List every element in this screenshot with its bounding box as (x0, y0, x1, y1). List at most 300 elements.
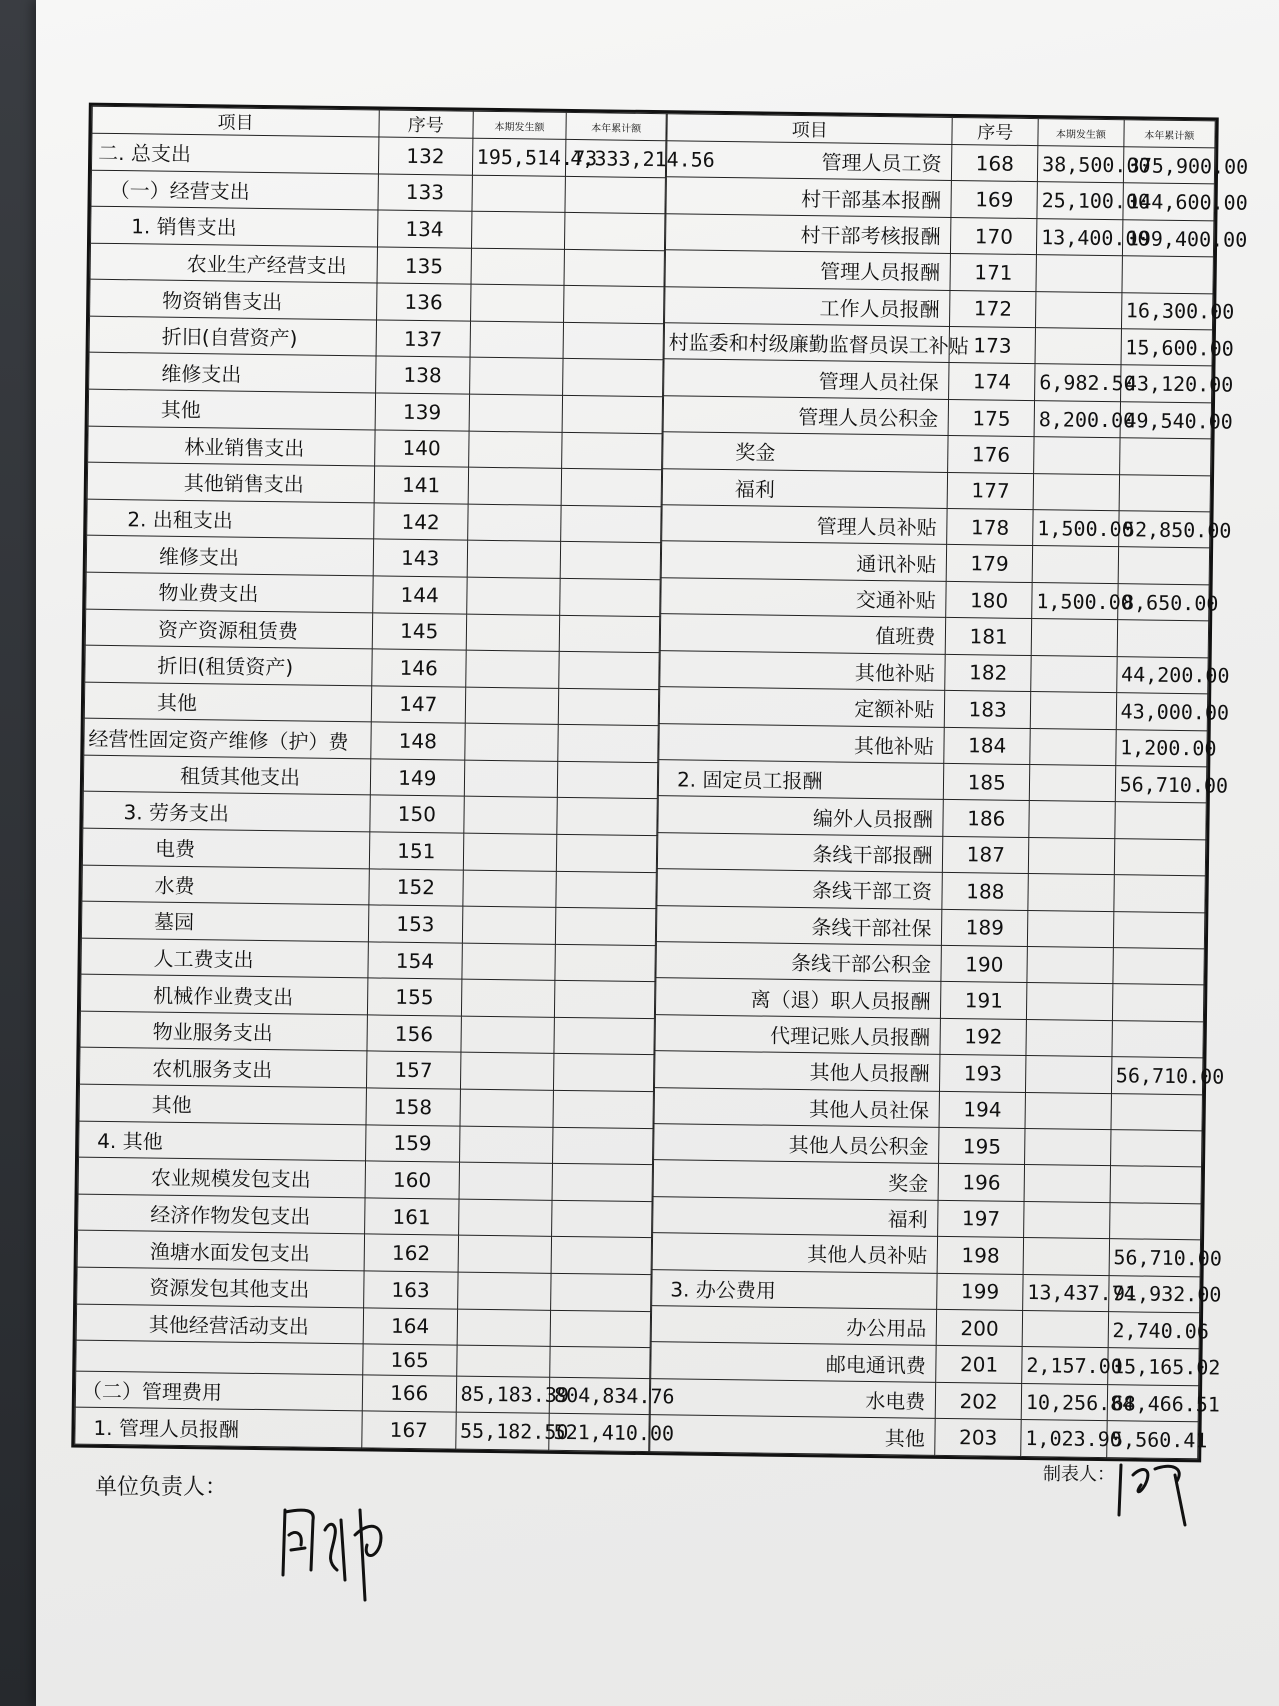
row-ytd-amount (1117, 620, 1209, 658)
row-item-label: 渔塘水面发包支出 (77, 1230, 364, 1270)
row-ytd-amount (560, 578, 660, 616)
row-period-amount (460, 1053, 554, 1091)
row-number: 147 (371, 686, 465, 724)
row-number: 200 (937, 1309, 1023, 1347)
row-number: 135 (377, 247, 471, 285)
row-period-amount (1036, 291, 1122, 329)
row-ytd-amount (562, 395, 662, 433)
column-header-number: 序号 (952, 117, 1038, 145)
row-ytd-amount (1112, 1020, 1204, 1058)
row-item-label: 管理人员补贴 (662, 505, 948, 545)
row-period-amount: 55,182.50 (455, 1412, 549, 1450)
row-period-amount (1027, 910, 1113, 948)
row-period-amount (459, 1126, 553, 1164)
row-period-amount (461, 979, 555, 1017)
row-ytd-amount (551, 1237, 651, 1275)
row-number: 151 (369, 832, 463, 870)
row-period-amount (1032, 546, 1118, 584)
preparer-signature (1115, 1455, 1205, 1535)
row-item-label: 村干部基本报酬 (666, 177, 952, 217)
row-number: 155 (367, 978, 461, 1016)
row-number: 202 (936, 1382, 1022, 1420)
row-item-label: 农业生产经营支出 (90, 243, 377, 283)
row-item-label: （一）经营支出 (91, 170, 378, 210)
row-number: 136 (377, 283, 471, 321)
row-period-amount: 25,100.00 (1037, 182, 1123, 220)
row-number: 150 (370, 795, 464, 833)
row-number: 197 (938, 1200, 1024, 1238)
row-item-label: 物业服务支出 (80, 1011, 367, 1051)
row-number: 171 (950, 254, 1036, 292)
row-number: 183 (945, 691, 1031, 729)
row-item-label: 2. 出租支出 (87, 499, 374, 539)
row-ytd-amount (1114, 875, 1206, 913)
row-ytd-amount: 8,650.00 (1117, 584, 1209, 622)
row-number: 153 (368, 905, 462, 943)
row-ytd-amount: 5,560.41 (1106, 1421, 1198, 1459)
row-number: 137 (376, 320, 470, 358)
row-number: 160 (365, 1161, 459, 1199)
row-period-amount: 195,514.73 (472, 138, 566, 176)
row-item-label: 管理人员报酬 (665, 250, 951, 290)
row-ytd-amount (552, 1164, 652, 1202)
row-ytd-amount (1109, 1202, 1201, 1240)
row-ytd-amount (561, 469, 661, 507)
row-item-label: 其他人员公积金 (654, 1124, 940, 1164)
row-item-label: 通讯补贴 (661, 541, 947, 581)
row-item-label: 代理记账人员报酬 (655, 1014, 941, 1054)
column-header-item: 项目 (92, 106, 379, 137)
row-period-amount (462, 906, 556, 944)
row-ytd-amount: 43,120.00 (1120, 365, 1212, 403)
row-period-amount (1028, 874, 1114, 912)
expense-ledger (71, 103, 1249, 1463)
row-number: 172 (950, 290, 1036, 328)
row-item-label: 资源发包其他支出 (77, 1267, 364, 1307)
row-item-label: 编外人员报酬 (658, 796, 944, 836)
row-period-amount (470, 321, 564, 359)
row-number: 195 (939, 1127, 1025, 1165)
row-period-amount: 2,157.00 (1022, 1347, 1108, 1385)
unit-head-signature (275, 1490, 425, 1610)
row-period-amount (469, 358, 563, 396)
row-number: 178 (947, 508, 1033, 546)
row-ytd-amount (555, 981, 655, 1019)
row-item-label: 其他补贴 (659, 723, 945, 763)
row-period-amount: 8,200.00 (1034, 400, 1120, 438)
row-period-amount: 38,500.00 (1037, 146, 1123, 184)
row-number: 165 (363, 1344, 457, 1376)
row-ytd-amount: 43,000.00 (1116, 693, 1208, 731)
row-item-label: 其他人员社保 (654, 1087, 940, 1127)
row-number: 149 (370, 759, 464, 797)
row-ytd-amount (564, 286, 664, 324)
column-header-item: 项目 (667, 114, 953, 145)
row-item-label: 奖金 (653, 1160, 939, 1200)
row-number: 203 (935, 1419, 1021, 1457)
row-period-amount (471, 211, 565, 249)
row-number: 142 (374, 503, 468, 541)
ledger-right-half (649, 113, 1249, 1459)
row-period-amount (464, 760, 558, 798)
row-number: 170 (951, 217, 1037, 255)
row-ytd-amount: 804,834.76 (549, 1377, 649, 1415)
row-number: 194 (939, 1091, 1025, 1129)
row-number: 188 (942, 873, 1028, 911)
row-period-amount (464, 723, 558, 761)
row-ytd-amount (1114, 838, 1206, 876)
row-item-label: 其他人员报酬 (655, 1051, 941, 1091)
row-period-amount (1025, 1128, 1111, 1166)
row-period-amount (1023, 1238, 1109, 1276)
row-item-label: 物资销售支出 (90, 280, 377, 320)
row-ytd-amount (1111, 1093, 1203, 1131)
row-ytd-amount (558, 725, 658, 763)
row-ytd-amount: 56,710.00 (1111, 1057, 1203, 1095)
row-item-label: 3. 办公费用 (652, 1269, 938, 1309)
row-item-label (76, 1340, 363, 1374)
row-number: 164 (363, 1307, 457, 1345)
row-period-amount (458, 1235, 552, 1273)
row-number: 163 (364, 1271, 458, 1309)
row-number: 161 (365, 1198, 459, 1236)
row-item-label: 物业费支出 (86, 572, 373, 612)
row-number: 144 (373, 576, 467, 614)
row-ytd-amount (1110, 1166, 1202, 1204)
table-row (75, 1407, 649, 1451)
row-number: 159 (366, 1124, 460, 1162)
row-item-label: 交通补贴 (661, 578, 947, 618)
row-number: 138 (376, 356, 470, 394)
row-period-amount (465, 650, 559, 688)
table-row (650, 1415, 1198, 1459)
row-number: 182 (945, 654, 1031, 692)
row-number: 146 (372, 649, 466, 687)
row-number: 177 (948, 472, 1034, 510)
row-item-label: 墓园 (81, 901, 368, 941)
row-ytd-amount (550, 1346, 650, 1378)
row-ytd-amount: 16,300.00 (1121, 292, 1213, 330)
unit-head-label: 单位负责人： (95, 1475, 228, 1500)
row-item-label: （二）管理费用 (75, 1371, 362, 1411)
row-number: 166 (362, 1374, 456, 1412)
row-ytd-amount (1122, 256, 1214, 294)
row-number: 186 (943, 800, 1029, 838)
row-ytd-amount (565, 213, 665, 251)
preparer-label: 制表人： (1043, 1464, 1115, 1485)
row-item-label: 村监委和村级廉勤监督员误工补贴 (664, 323, 950, 363)
row-period-amount (1024, 1201, 1110, 1239)
row-ytd-amount (1114, 802, 1206, 840)
row-ytd-amount (559, 651, 659, 689)
row-number: 139 (375, 393, 469, 431)
row-period-amount: 1,500.00 (1033, 510, 1119, 548)
row-ytd-amount (558, 688, 658, 726)
row-ytd-amount (563, 322, 663, 360)
row-ytd-amount: 144,600.00 (1123, 183, 1215, 221)
row-ytd-amount (1113, 948, 1205, 986)
row-number: 158 (366, 1088, 460, 1126)
row-item-label: 1. 管理人员报酬 (75, 1407, 362, 1448)
row-period-amount (1026, 983, 1112, 1021)
row-period-amount (1025, 1092, 1111, 1130)
row-number: 132 (378, 137, 472, 175)
row-item-label: 经济作物发包支出 (78, 1194, 365, 1234)
row-item-label: 林业销售支出 (88, 426, 375, 466)
row-ytd-amount (553, 1090, 653, 1128)
row-ytd-amount: 56,710.00 (1115, 766, 1207, 804)
row-ytd-amount: 199,400.00 (1122, 220, 1214, 258)
row-number: 185 (944, 763, 1030, 801)
row-ytd-amount (1113, 911, 1205, 949)
row-ytd-amount (550, 1310, 650, 1348)
row-number: 133 (378, 174, 472, 212)
row-item-label: 维修支出 (86, 536, 373, 576)
row-period-amount (1033, 473, 1119, 511)
row-number: 162 (364, 1234, 458, 1272)
row-number: 145 (372, 612, 466, 650)
row-period-amount (461, 1016, 555, 1054)
column-header-ytd-amount: 本年累计额 (566, 112, 666, 140)
column-header-period-amount: 本期发生额 (1038, 119, 1124, 147)
row-period-amount (1034, 437, 1120, 475)
row-period-amount (457, 1309, 551, 1347)
row-ytd-amount (552, 1200, 652, 1238)
row-period-amount (1026, 1056, 1112, 1094)
row-period-amount (1029, 764, 1115, 802)
row-period-amount (456, 1345, 550, 1377)
row-ytd-amount (554, 1017, 654, 1055)
row-item-label: 其他经营活动支出 (76, 1304, 363, 1344)
row-period-amount: 13,437.74 (1023, 1274, 1109, 1312)
row-number: 168 (952, 144, 1038, 182)
row-item-label: 管理人员社保 (664, 359, 950, 399)
row-ytd-amount (1119, 438, 1211, 476)
row-item-label: 村干部考核报酬 (665, 214, 951, 254)
row-number: 173 (949, 326, 1035, 364)
row-number: 187 (943, 836, 1029, 874)
row-number: 196 (938, 1164, 1024, 1202)
row-period-amount (460, 1089, 554, 1127)
row-number: 199 (937, 1273, 1023, 1311)
row-period-amount (1027, 946, 1113, 984)
ledger-left-half (74, 106, 715, 1452)
row-ytd-amount: 91,932.00 (1108, 1275, 1200, 1313)
row-ytd-amount (1112, 984, 1204, 1022)
row-item-label: 电费 (82, 828, 369, 868)
row-item-label: 定额补贴 (659, 687, 945, 727)
row-number: 156 (367, 1015, 461, 1053)
row-ytd-amount: 44,200.00 (1116, 656, 1208, 694)
column-header-number: 序号 (379, 110, 473, 138)
row-number: 201 (936, 1346, 1022, 1384)
row-period-amount (468, 467, 562, 505)
row-number: 191 (941, 982, 1027, 1020)
row-item-label: 离（退）职人员报酬 (655, 978, 941, 1018)
row-period-amount (467, 541, 561, 579)
row-ytd-amount: 49,540.00 (1120, 402, 1212, 440)
row-period-amount (1029, 801, 1115, 839)
row-period-amount (1031, 655, 1117, 693)
row-period-amount: 6,982.50 (1035, 364, 1121, 402)
row-item-label: 其他 (84, 682, 371, 722)
row-period-amount (471, 248, 565, 286)
row-item-label: 邮电通讯费 (651, 1342, 937, 1382)
row-item-label: 租赁其他支出 (83, 755, 370, 795)
row-period-amount (466, 577, 560, 615)
row-ytd-amount: 521,410.00 (549, 1413, 649, 1451)
row-period-amount (469, 394, 563, 432)
row-ytd-amount (557, 798, 657, 836)
row-item-label: 奖金 (663, 432, 949, 472)
row-ytd-amount (551, 1273, 651, 1311)
row-item-label: 其他人员补贴 (652, 1233, 938, 1273)
row-period-amount (458, 1199, 552, 1237)
row-number: 192 (940, 1018, 1026, 1056)
row-number: 176 (948, 436, 1034, 474)
row-period-amount (457, 1272, 551, 1310)
row-number: 141 (374, 466, 468, 504)
row-period-amount (1030, 692, 1116, 730)
row-ytd-amount (1118, 547, 1210, 585)
row-number: 148 (371, 722, 465, 760)
row-ytd-amount: 2,740.06 (1108, 1312, 1200, 1350)
row-number: 157 (366, 1051, 460, 1089)
row-ytd-amount: 1,200.00 (1115, 729, 1207, 767)
row-period-amount: 1,023.90 (1021, 1420, 1107, 1458)
row-item-label: 其他 (79, 1084, 366, 1124)
row-period-amount (1030, 728, 1116, 766)
row-item-label: 其他销售支出 (87, 462, 374, 502)
row-period-amount (470, 284, 564, 322)
row-ytd-amount (556, 907, 656, 945)
row-period-amount (459, 1162, 553, 1200)
row-number: 134 (377, 210, 471, 248)
row-item-label: 工作人员报酬 (665, 286, 951, 326)
row-number: 167 (362, 1411, 456, 1449)
row-number: 154 (368, 942, 462, 980)
row-period-amount (461, 943, 555, 981)
row-ytd-amount (565, 176, 665, 214)
row-number: 152 (369, 868, 463, 906)
row-number: 143 (373, 539, 467, 577)
row-period-amount: 1,500.00 (1032, 582, 1118, 620)
row-ytd-amount (563, 359, 663, 397)
row-item-label: 条线干部社保 (656, 905, 942, 945)
row-item-label: 2. 固定员工报酬 (658, 760, 944, 800)
row-ytd-amount (556, 834, 656, 872)
row-item-label: 二. 总支出 (91, 133, 378, 173)
row-period-amount (1031, 619, 1117, 657)
row-item-label: 福利 (662, 468, 948, 508)
row-item-label: 条线干部公积金 (656, 942, 942, 982)
row-number: 198 (938, 1237, 1024, 1275)
row-ytd-amount (1119, 474, 1211, 512)
row-number: 140 (375, 430, 469, 468)
row-item-label: 机械作业费支出 (80, 974, 367, 1014)
row-item-label: 条线干部工资 (657, 869, 943, 909)
row-number: 189 (942, 909, 1028, 947)
row-item-label: 经营性固定资产维修（护）费 (84, 718, 371, 758)
row-period-amount (1028, 837, 1114, 875)
row-item-label: 3. 劳务支出 (83, 792, 370, 832)
row-ytd-amount (562, 432, 662, 470)
row-item-label: 其他补贴 (660, 650, 946, 690)
row-ytd-amount (559, 615, 659, 653)
row-item-label: 水费 (82, 865, 369, 905)
column-header-ytd-amount: 本年累计额 (1124, 120, 1216, 148)
row-period-amount (465, 687, 559, 725)
row-period-amount: 13,400.00 (1036, 218, 1122, 256)
row-period-amount: 85,183.39 (456, 1376, 550, 1414)
row-item-label: 办公用品 (651, 1306, 937, 1346)
row-period-amount (462, 870, 556, 908)
row-item-label: 人工费支出 (81, 938, 368, 978)
row-ytd-amount: 56,710.00 (1109, 1239, 1201, 1277)
row-number: 193 (940, 1055, 1026, 1093)
row-item-label: 管理人员公积金 (663, 396, 949, 436)
row-ytd-amount (557, 761, 657, 799)
row-ytd-amount (553, 1127, 653, 1165)
row-item-label: 水电费 (650, 1378, 936, 1418)
row-period-amount (1026, 1019, 1112, 1057)
row-ytd-amount (556, 871, 656, 909)
row-item-label: 农机服务支出 (80, 1048, 367, 1088)
row-period-amount (463, 797, 557, 835)
row-item-label: 值班费 (660, 614, 946, 654)
row-number: 175 (948, 399, 1034, 437)
row-ytd-amount: 68,466.51 (1107, 1384, 1199, 1422)
row-ytd-amount (560, 542, 660, 580)
row-period-amount (463, 833, 557, 871)
row-period-amount (1024, 1165, 1110, 1203)
row-period-amount: 10,256.84 (1021, 1383, 1107, 1421)
row-item-label: 其他 (650, 1415, 936, 1456)
row-number: 179 (947, 545, 1033, 583)
row-period-amount (1036, 255, 1122, 293)
column-header-period-amount: 本期发生额 (472, 111, 566, 139)
row-item-label: 折旧(自营资产) (89, 316, 376, 356)
row-ytd-amount (561, 505, 661, 543)
row-period-amount (472, 175, 566, 213)
row-item-label: 条线干部报酬 (657, 832, 943, 872)
row-item-label: 其他 (88, 389, 375, 429)
row-ytd-amount: 4,333,214.56 (566, 139, 666, 177)
row-period-amount (466, 614, 560, 652)
row-number: 174 (949, 363, 1035, 401)
row-ytd-amount (554, 1054, 654, 1092)
row-number: 181 (946, 618, 1032, 656)
row-item-label: 1. 销售支出 (91, 206, 378, 246)
row-ytd-amount: 15,600.00 (1121, 329, 1213, 367)
row-number: 169 (951, 181, 1037, 219)
row-item-label: 维修支出 (89, 353, 376, 393)
row-number: 180 (946, 581, 1032, 619)
row-period-amount (1035, 328, 1121, 366)
row-item-label: 福利 (653, 1196, 939, 1236)
row-ytd-amount (564, 249, 664, 287)
row-ytd-amount (555, 944, 655, 982)
row-number: 184 (944, 727, 1030, 765)
row-item-label: 折旧(租赁资产) (85, 645, 372, 685)
row-number: 190 (941, 945, 1027, 983)
row-ytd-amount: 15,165.02 (1107, 1348, 1199, 1386)
row-item-label: 4. 其他 (79, 1121, 366, 1161)
row-item-label: 资产资源租赁费 (85, 609, 372, 649)
row-period-amount (467, 504, 561, 542)
row-ytd-amount: 52,850.00 (1118, 511, 1210, 549)
row-item-label: 农业规模发包支出 (78, 1157, 365, 1197)
